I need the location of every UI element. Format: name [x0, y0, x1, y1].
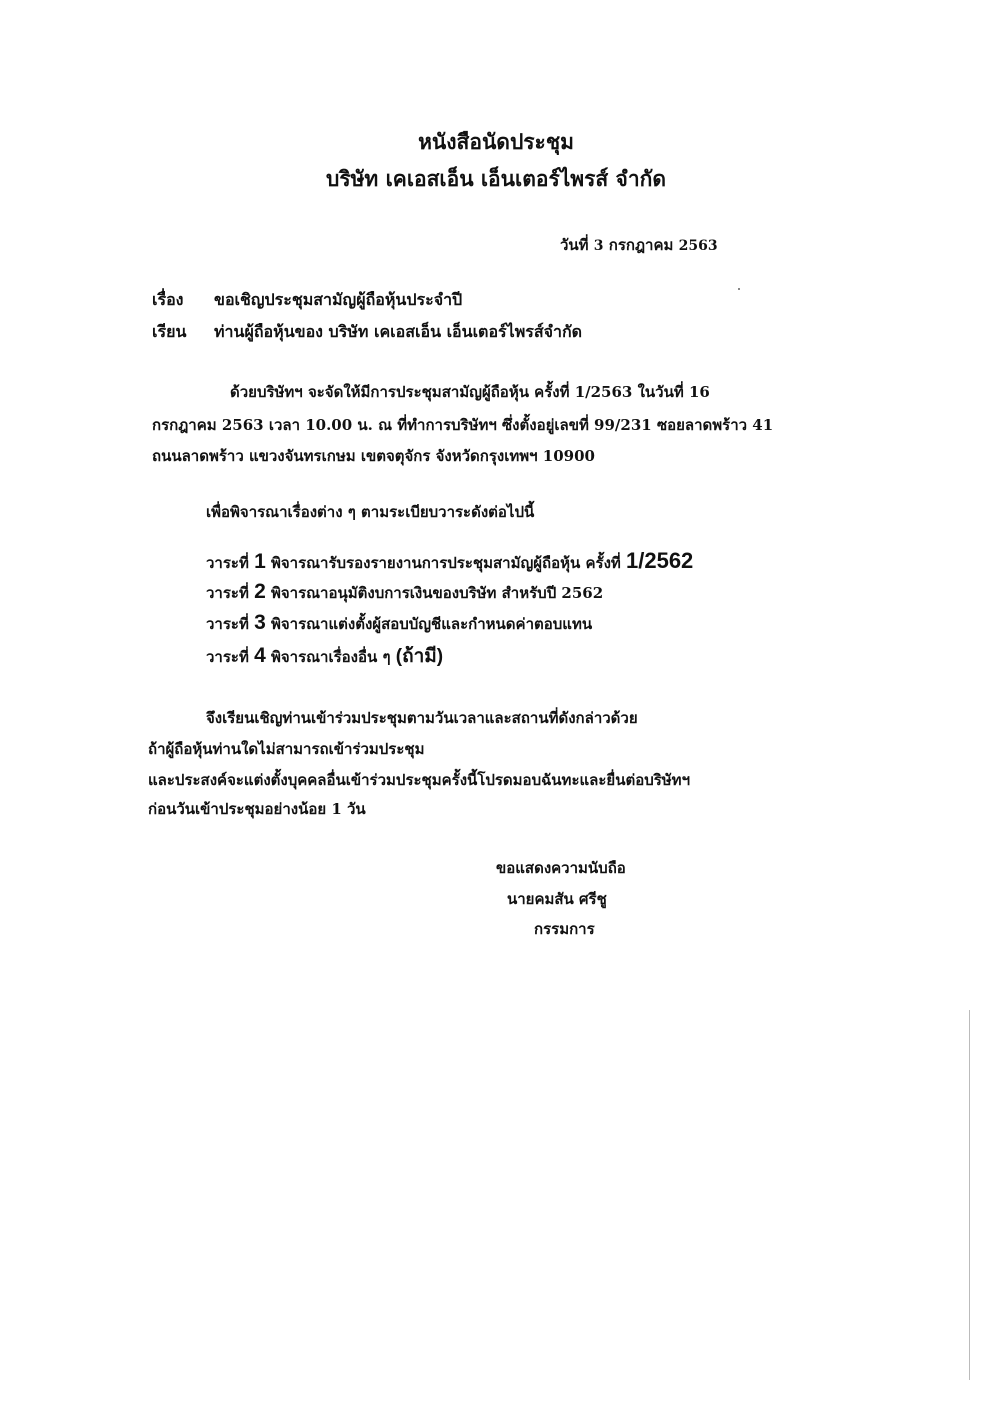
- agenda-prefix: วาระที่: [206, 648, 255, 666]
- agenda-number: 4: [254, 644, 266, 667]
- body-line-2: กรกฎาคม 2563 เวลา 10.00 น. ณ ที่ทำการบริษัทฯ ซึ่งตั้งอยู่เลขที่ 99/231 ซอยลาดพร้าว 41: [152, 416, 774, 434]
- closing-line-4: ก่อนวันเข้าประชุมอย่างน้อย 1 วัน: [148, 800, 366, 818]
- agenda-prefix: วาระที่: [206, 615, 255, 633]
- agenda-prefix: วาระที่: [206, 554, 255, 572]
- signature-regards: ขอแสดงความนับถือ: [496, 859, 626, 877]
- recipient-label: เรียน: [152, 322, 187, 341]
- agenda-text: พิจารณาแต่งตั้งผู้สอบบัญชีและกำหนดค่าตอบแทน: [265, 615, 593, 633]
- date-day: 3: [593, 238, 604, 254]
- agenda-text: พิจารณาเรื่องอื่น ๆ: [265, 648, 396, 666]
- signature-name: นายคมสัน ศรีชู: [507, 890, 607, 908]
- company-name: บริษัท เคเอสเอ็น เอ็นเตอร์ไพรส์ จำกัด: [325, 166, 666, 191]
- scan-edge-line: [969, 1010, 970, 1380]
- date-prefix: วันที่: [560, 236, 594, 254]
- agenda-text: พิจารณารับรองรายงานการประชุมสามัญผู้ถือหุ้น ครั้งที่: [265, 554, 626, 572]
- agenda-item-4: [206, 641, 443, 671]
- agenda-tail: 1/2562: [626, 548, 694, 573]
- body-line-3: ถนนลาดพร้าว แขวงจันทรเกษม เขตจตุจักร จังหวัดกรุงเทพฯ 10900: [152, 447, 595, 465]
- body-line-1: ด้วยบริษัทฯ จะจัดให้มีการประชุมสามัญผู้ถือหุ้น ครั้งที่ 1/2563 ในวันที่ 16: [230, 383, 710, 401]
- agenda-prefix: วาระที่: [206, 584, 255, 602]
- closing-line-1: จึงเรียนเชิญท่านเข้าร่วมประชุมตามวันเวลาและสถานที่ดังกล่าวด้วย: [206, 709, 638, 727]
- agenda-number: 3: [254, 611, 266, 634]
- agenda-number: 2: [254, 580, 266, 603]
- recipient-text: ท่านผู้ถือหุ้นของ บริษัท เคเอสเอ็น เอ็นเตอร์ไพรส์จำกัด: [214, 322, 583, 341]
- agenda-number: 1: [254, 550, 266, 573]
- agenda-intro: เพื่อพิจารณาเรื่องต่าง ๆ ตามระเบียบวาระดังต่อไปนี้: [206, 503, 535, 521]
- date-year: 2563: [678, 238, 718, 254]
- agenda-text: พิจารณาอนุมัติงบการเงินของบริษัท สำหรับปี 2562: [265, 584, 604, 602]
- signature-position: กรรมการ: [534, 920, 595, 938]
- subject-text: ขอเชิญประชุมสามัญผู้ถือหุ้นประจำปี: [214, 290, 463, 309]
- agenda-item-2: [206, 580, 603, 605]
- closing-line-2: ถ้าผู้ถือหุ้นท่านใดไม่สามารถเข้าร่วมประชุม: [148, 740, 425, 758]
- agenda-item-3: [206, 611, 592, 636]
- scan-speck: [738, 288, 740, 290]
- agenda-tail: (ถ้ามี): [395, 646, 444, 667]
- closing-line-3: และประสงค์จะแต่งตั้งบุคคลอื่นเข้าร่วมประชุมครั้งนี้โปรดมอบฉันทะและยื่นต่อบริษัทฯ: [148, 771, 690, 789]
- date-month: กรกฎาคม: [603, 236, 679, 254]
- document-title: หนังสือนัดประชุม: [418, 129, 574, 154]
- agenda-item-1: [206, 548, 693, 575]
- letter-date: [560, 233, 718, 257]
- subject-label: เรื่อง: [152, 290, 184, 309]
